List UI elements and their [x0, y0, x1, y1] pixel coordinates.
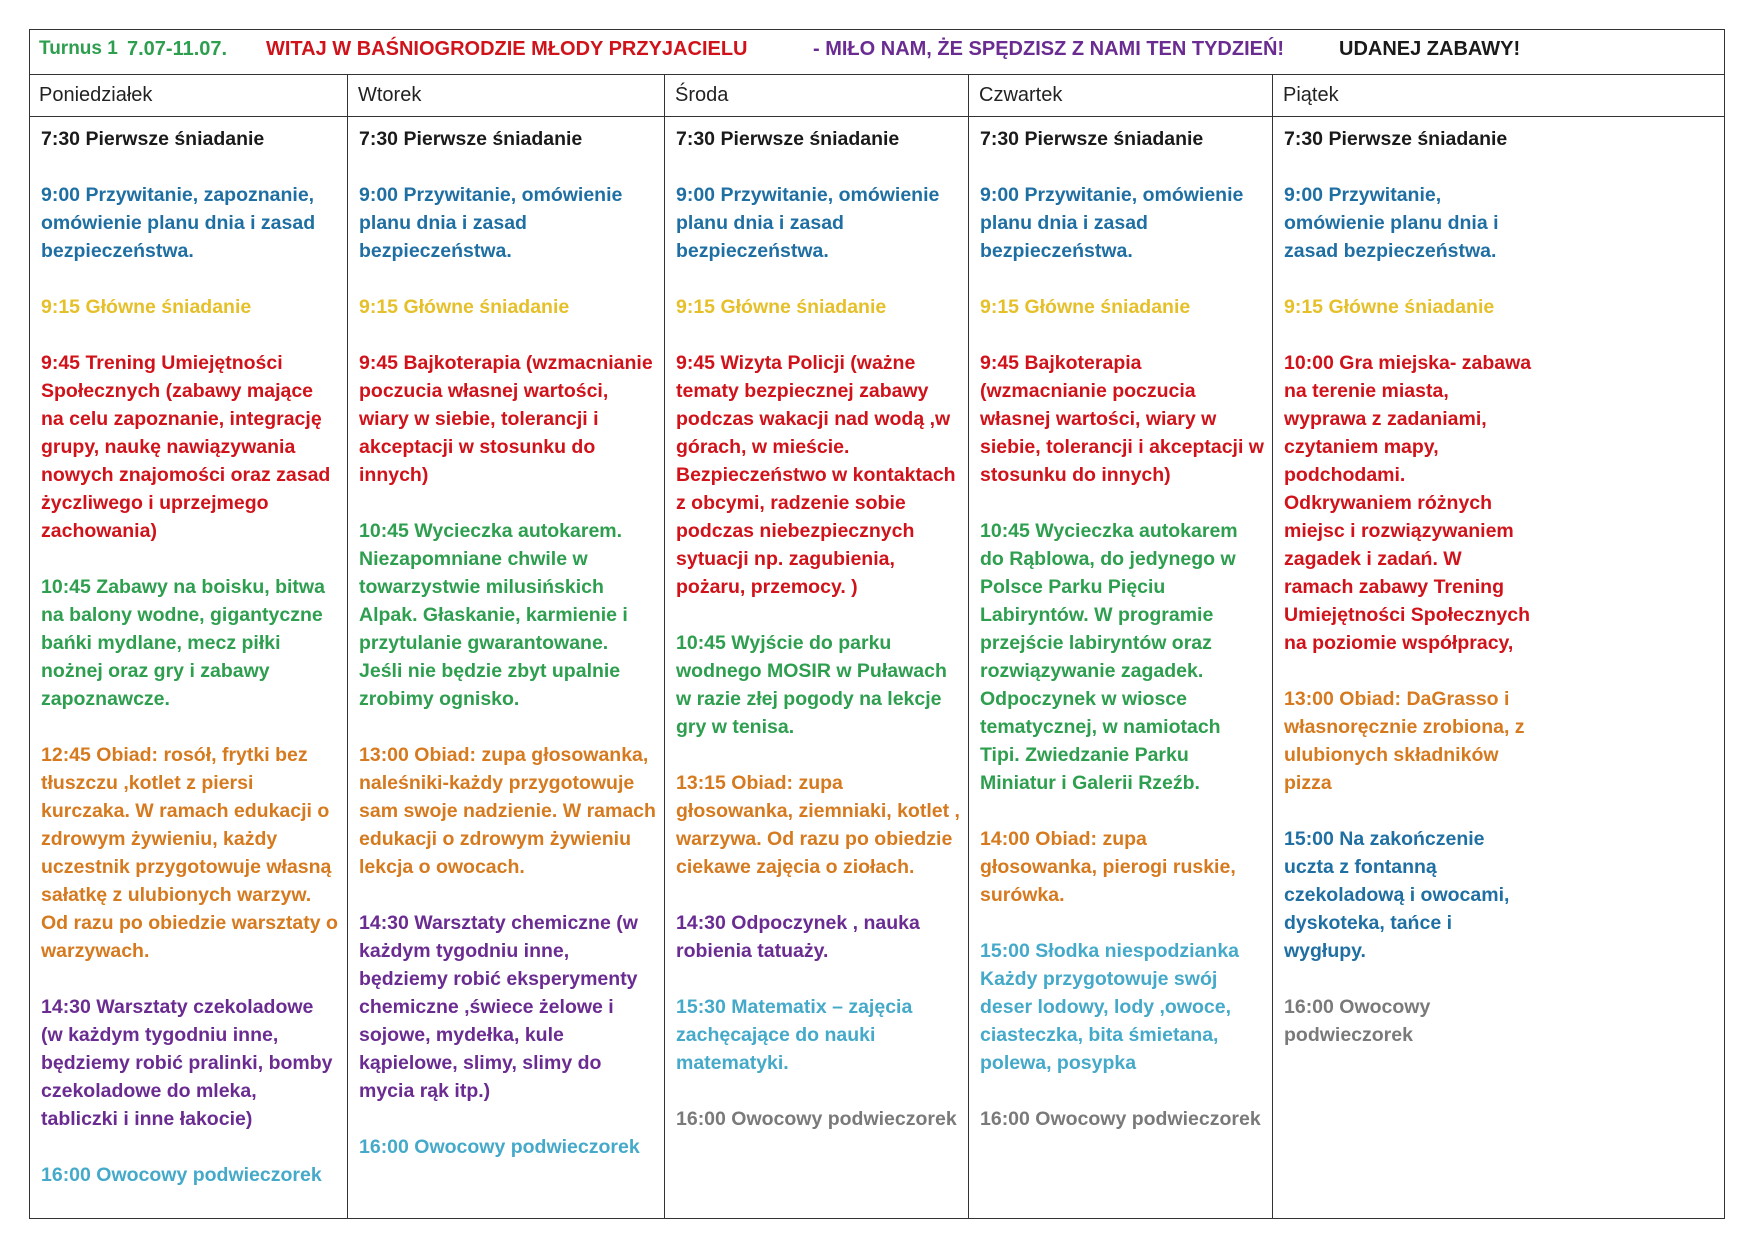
day-column-tuesday	[347, 117, 664, 1218]
schedule-entry: 13:00 Obiad: zupa głosowanka, naleśniki-każdy przygotowuje sam swoje nadzienie. W ramach edukacji o zdrowym żywieniu lekcja o owocach.	[359, 744, 656, 878]
welcome-subtext: - MIŁO NAM, ŻE SPĘDZISZ Z NAMI TEN TYDZIEŃ!	[813, 38, 1285, 60]
schedule-entry: 16:00 Owocowy podwieczorek	[1284, 996, 1431, 1046]
day-name: Wtorek	[358, 84, 422, 106]
day-header-wednesday	[664, 75, 968, 116]
day-schedule	[359, 125, 656, 1161]
schedule-entry: 12:45 Obiad: rosół, frytki bez tłuszczu ,kotlet z piersi kurczaka. W ramach edukacji o zdrowym żywieniu, każdy uczestnik przygotowuje własną sałatkę z ulubionych warzyw. Od razu po obiedzie warsztaty o warzywach.	[41, 744, 338, 962]
schedule-entry: 16:00 Owocowy podwieczorek	[980, 1108, 1261, 1130]
schedule-entry: 9:45 Bajkoterapia (wzmacnianie poczucia własnej wartości, wiary w siebie, tolerancji i akceptacji w stosunku do innych)	[980, 352, 1264, 486]
day-schedule	[980, 125, 1264, 1133]
schedule-entry: 9:00 Przywitanie, omówienie planu dnia i zasad bezpieczeństwa.	[1284, 184, 1499, 262]
schedule-entry: 10:45 Wycieczka autokarem. Niezapomniane chwile w towarzystwie milusińskich Alpak. Głaskanie, karmienie i przytulanie gwarantowane. Jeśli nie będzie zbyt upalnie zrobimy ognisko.	[359, 520, 628, 710]
schedule-entry: 7:30 Pierwsze śniadanie	[41, 128, 265, 150]
day-column-friday	[1272, 117, 1724, 1218]
schedule-entry: 10:45 Wyjście do parku wodnego MOSIR w Puławach w razie złej pogody na lekcje gry w tenisa.	[676, 632, 947, 738]
schedule-entry: 9:00 Przywitanie, omówienie planu dnia i zasad bezpieczeństwa.	[359, 184, 623, 262]
schedule-entry: 9:15 Główne śniadanie	[41, 296, 252, 318]
welcome-text: WITAJ W BAŚNIOGRODZIE MŁODY PRZYJACIELU	[266, 38, 748, 60]
schedule-entry: 15:30 Matematix – zajęcia zachęcające do nauki matematyki.	[676, 996, 913, 1074]
schedule-entry: 13:15 Obiad: zupa głosowanka, ziemniaki, kotlet , warzywa. Od razu po obiedzie ciekawe zajęcia o ziołach.	[676, 772, 960, 878]
schedule-entry: 9:00 Przywitanie, zapoznanie, omówienie planu dnia i zasad bezpieczeństwa.	[41, 184, 316, 262]
schedule-entry: 7:30 Pierwsze śniadanie	[980, 128, 1204, 150]
day-column-thursday	[968, 117, 1272, 1218]
day-name: Poniedziałek	[39, 84, 153, 106]
schedule-entry: 7:30 Pierwsze śniadanie	[1284, 128, 1508, 150]
schedule-entry: 9:45 Bajkoterapia (wzmacnianie poczucia własnej wartości, wiary w siebie, tolerancji i akceptacji w stosunku do innych)	[359, 352, 653, 486]
day-header-thursday	[968, 75, 1272, 116]
day-name: Piątek	[1283, 84, 1339, 106]
schedule-entry: 9:15 Główne śniadanie	[1284, 296, 1495, 318]
schedule-table	[29, 29, 1725, 1219]
schedule-body-row	[30, 117, 1724, 1218]
schedule-entry: 9:00 Przywitanie, omówienie planu dnia i zasad bezpieczeństwa.	[676, 184, 940, 262]
schedule-entry: 15:00 Na zakończenie uczta z fontanną czekoladową i owocami, dyskoteka, tańce i wygłupy.	[1284, 828, 1510, 962]
schedule-entry: 9:45 Trening Umiejętności Społecznych (zabawy mające na celu zapoznanie, integrację grupy, naukę nawiązywania nowych znajomości oraz zasad życzliwego i uprzejmego zachowania)	[41, 352, 331, 542]
schedule-entry: 14:30 Warsztaty chemiczne (w każdym tygodniu inne, będziemy robić eksperymenty chemiczne ,świece żelowe i sojowe, mydełka, kule kąpielowe, slimy, slimy do mycia rąk itp.)	[359, 912, 638, 1102]
day-header-tuesday	[347, 75, 664, 116]
schedule-entry: 10:45 Zabawy na boisku, bitwa na balony wodne, gigantyczne bańki mydlane, mecz piłki nożnej oraz gry i zabawy zapoznawcze.	[41, 576, 325, 710]
turnus-label: Turnus 1	[39, 38, 118, 59]
schedule-entry: 9:15 Główne śniadanie	[359, 296, 570, 318]
title-row	[30, 30, 1724, 75]
schedule-entry: 16:00 Owocowy podwieczorek	[359, 1136, 640, 1158]
schedule-entry: 9:45 Wizyta Policji (ważne tematy bezpiecznej zabawy podczas wakacji nad wodą ,w górach, w mieście. Bezpieczeństwo w kontaktach z obcymi, radzenie sobie podczas niebezpiecznych sytuacji np. zagubienia, pożaru, przemocy. )	[676, 352, 956, 598]
day-schedule	[1284, 125, 1534, 1049]
day-header-monday	[30, 75, 347, 116]
schedule-entry: 16:00 Owocowy podwieczorek	[676, 1108, 957, 1130]
schedule-entry: 10:00 Gra miejska- zabawa na terenie miasta, wyprawa z zadaniami, czytaniem mapy, podchodami. Odkrywaniem różnych miejsc i rozwiązywaniem zagadek i zadań. W ramach zabawy Trening Umiejętności Społecznych na poziomie współpracy,	[1284, 352, 1532, 654]
schedule-entry: 9:00 Przywitanie, omówienie planu dnia i zasad bezpieczeństwa.	[980, 184, 1244, 262]
schedule-entry: 16:00 Owocowy podwieczorek	[41, 1164, 322, 1186]
day-column-wednesday	[664, 117, 968, 1218]
day-schedule	[676, 125, 960, 1133]
turnus-dates: 7.07-11.07.	[127, 38, 228, 60]
schedule-entry: 13:00 Obiad: DaGrasso i własnoręcznie zrobiona, z ulubionych składników pizza	[1284, 688, 1525, 794]
schedule-entry: 9:15 Główne śniadanie	[676, 296, 887, 318]
schedule-entry: 9:15 Główne śniadanie	[980, 296, 1191, 318]
have-fun-text: UDANEJ ZABAWY!	[1339, 38, 1521, 60]
day-name: Czwartek	[979, 84, 1063, 106]
day-column-monday	[30, 117, 347, 1218]
day-header-friday	[1272, 75, 1724, 116]
schedule-entry: 14:30 Warsztaty czekoladowe (w każdym tygodniu inne, będziemy robić pralinki, bomby czekoladowe do mleka, tabliczki i inne łakocie)	[41, 996, 333, 1130]
day-header-row	[30, 75, 1724, 117]
day-name: Środa	[675, 84, 729, 106]
schedule-entry: 7:30 Pierwsze śniadanie	[359, 128, 583, 150]
schedule-entry: 7:30 Pierwsze śniadanie	[676, 128, 900, 150]
schedule-entry: 14:30 Odpoczynek , nauka robienia tatuaży.	[676, 912, 920, 962]
schedule-entry: 14:00 Obiad: zupa głosowanka, pierogi ruskie, surówka.	[980, 828, 1236, 906]
schedule-entry: 15:00 Słodka niespodzianka Każdy przygotowuje swój deser lodowy, lody ,owoce, ciasteczka, bita śmietana, polewa, posypka	[980, 940, 1240, 1074]
schedule-entry: 10:45 Wycieczka autokarem do Rąblowa, do jedynego w Polsce Parku Pięciu Labiryntów. W programie przejście labiryntów oraz rozwiązywanie zagadek. Odpoczynek w wiosce tematycznej, w namiotach Tipi. Zwiedzanie Parku Miniatur i Galerii Rzeźb.	[980, 520, 1238, 794]
day-schedule	[41, 125, 339, 1189]
